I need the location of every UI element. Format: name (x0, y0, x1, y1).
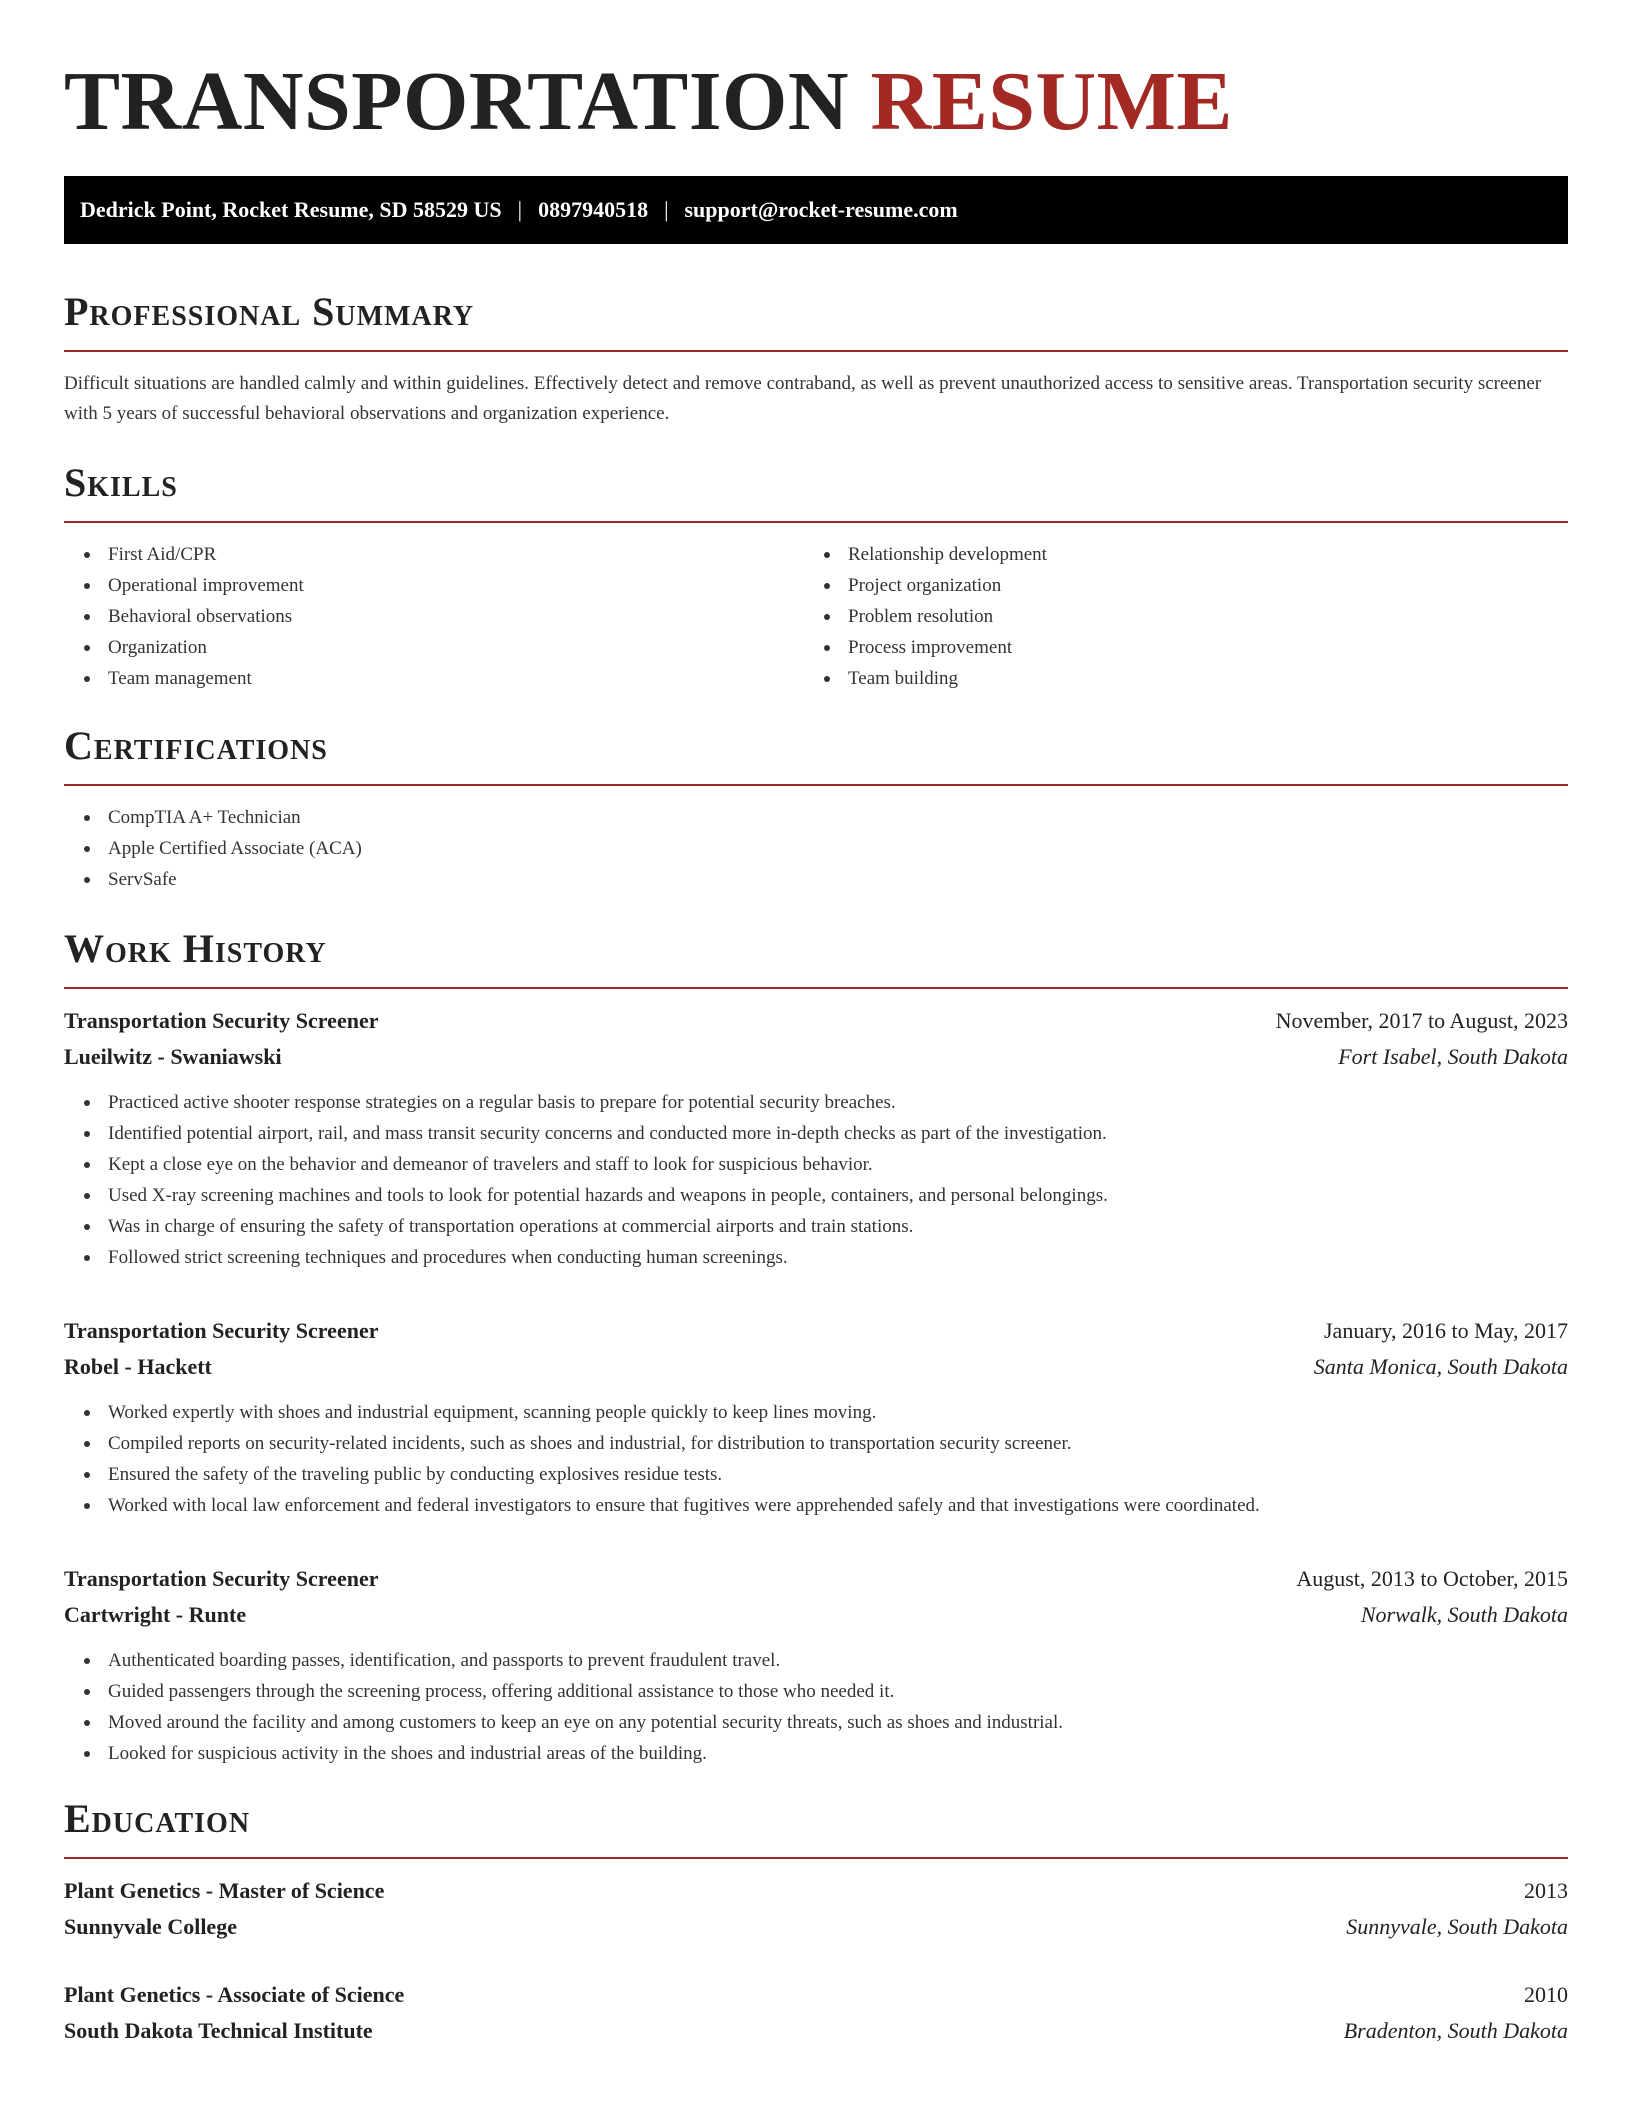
education-entry (64, 1977, 1568, 2049)
skill-item: First Aid/CPR (64, 539, 804, 570)
skill-item: Operational improvement (64, 570, 804, 601)
contact-bar (64, 176, 1568, 244)
skill-item: Problem resolution (804, 601, 1544, 632)
job-subheader (64, 1039, 1568, 1075)
job-entry (64, 1561, 1568, 1769)
certification-item: CompTIA A+ Technician (64, 802, 1568, 833)
job-location: Fort Isabel, South Dakota (1338, 1044, 1568, 1069)
job-location: Santa Monica, South Dakota (1313, 1354, 1568, 1379)
certification-item: ServSafe (64, 864, 1568, 895)
skills-heading: Skills (64, 459, 1568, 523)
education-location: Sunnyvale, South Dakota (1346, 1914, 1568, 1939)
job-duty: Worked with local law enforcement and federal investigators to ensure that fugitives were apprehended safely and that investigations were coordinated. (64, 1490, 1568, 1521)
job-entry (64, 1313, 1568, 1521)
work-history-section (64, 925, 1568, 1769)
skill-item: Process improvement (804, 632, 1544, 663)
job-duties (64, 1087, 1568, 1273)
work-history-heading: Work History (64, 925, 1568, 989)
contact-separator: | (664, 197, 669, 222)
skill-item: Relationship development (804, 539, 1544, 570)
certifications-heading: Certifications (64, 722, 1568, 786)
skill-item: Team management (64, 663, 804, 694)
contact-phone: 0897940518 (538, 197, 649, 222)
job-header (64, 1561, 1568, 1597)
job-duty: Identified potential airport, rail, and mass transit security concerns and conducted more in-depth checks as part of the investigation. (64, 1118, 1568, 1149)
job-duty: Compiled reports on security-related incidents, such as shoes and industrial, for distribution to transportation security screener. (64, 1428, 1568, 1459)
job-duty: Guided passengers through the screening process, offering additional assistance to those who needed it. (64, 1676, 1568, 1707)
job-header (64, 1313, 1568, 1349)
skill-item: Project organization (804, 570, 1544, 601)
job-duty: Looked for suspicious activity in the shoes and industrial areas of the building. (64, 1738, 1568, 1769)
job-duty: Used X-ray screening machines and tools to look for potential hazards and weapons in people, containers, and personal belongings. (64, 1180, 1568, 1211)
job-title: Transportation Security Screener (64, 1566, 379, 1591)
title-main: TRANSPORTATION (64, 55, 850, 148)
job-location: Norwalk, South Dakota (1360, 1602, 1568, 1627)
education-header (64, 1977, 1568, 2013)
job-duty: Worked expertly with shoes and industrial equipment, scanning people quickly to keep lines moving. (64, 1397, 1568, 1428)
skill-item: Organization (64, 632, 804, 663)
education-subheader (64, 1909, 1568, 1945)
contact-email: support@rocket-resume.com (684, 197, 958, 222)
job-duty: Followed strict screening techniques and procedures when conducting human screenings. (64, 1242, 1568, 1273)
job-company: Cartwright - Runte (64, 1602, 247, 1627)
job-dates: August, 2013 to October, 2015 (1296, 1566, 1568, 1591)
education-school: Sunnyvale College (64, 1914, 237, 1939)
job-dates: November, 2017 to August, 2023 (1275, 1008, 1568, 1033)
certifications-section (64, 722, 1568, 895)
job-duty: Was in charge of ensuring the safety of transportation operations at commercial airports and train stations. (64, 1211, 1568, 1242)
education-entry (64, 1873, 1568, 1945)
job-header (64, 1003, 1568, 1039)
job-duty: Kept a close eye on the behavior and demeanor of travelers and staff to look for suspicious behavior. (64, 1149, 1568, 1180)
skills-list-left (64, 539, 804, 694)
job-company: Robel - Hackett (64, 1354, 212, 1379)
contact-address: Dedrick Point, Rocket Resume, SD 58529 US (80, 197, 502, 222)
skills-grid (64, 523, 1568, 694)
education-subheader (64, 2013, 1568, 2049)
job-title: Transportation Security Screener (64, 1318, 379, 1343)
education-header (64, 1873, 1568, 1909)
job-duty: Ensured the safety of the traveling public by conducting explosives residue tests. (64, 1459, 1568, 1490)
job-duty: Practiced active shooter response strategies on a regular basis to prepare for potential security breaches. (64, 1087, 1568, 1118)
job-title: Transportation Security Screener (64, 1008, 379, 1033)
education-heading: Education (64, 1795, 1568, 1859)
job-duty: Moved around the facility and among customers to keep an eye on any potential security threats, such as shoes and industrial. (64, 1707, 1568, 1738)
education-school: South Dakota Technical Institute (64, 2018, 373, 2043)
certification-item: Apple Certified Associate (ACA) (64, 833, 1568, 864)
skills-list-right (804, 539, 1544, 694)
education-year: 2010 (1524, 1982, 1568, 2007)
job-company: Lueilwitz - Swaniawski (64, 1044, 282, 1069)
education-degree: Plant Genetics - Master of Science (64, 1878, 385, 1903)
job-subheader (64, 1597, 1568, 1633)
education-location: Bradenton, South Dakota (1343, 2018, 1568, 2043)
job-subheader (64, 1349, 1568, 1385)
skill-item: Behavioral observations (64, 601, 804, 632)
education-degree: Plant Genetics - Associate of Science (64, 1982, 405, 2007)
job-dates: January, 2016 to May, 2017 (1324, 1318, 1568, 1343)
title-accent: RESUME (870, 55, 1233, 148)
summary-text: Difficult situations are handled calmly and within guidelines. Effectively detect and remove contraband, as well as prevent unauthorized access to sensitive areas. Transportation security screener with 5 years of successful behavioral observations and organization experience. (64, 373, 1542, 424)
job-duties (64, 1645, 1568, 1769)
education-year: 2013 (1524, 1878, 1568, 1903)
job-duty: Authenticated boarding passes, identification, and passports to prevent fraudulent travel. (64, 1645, 1568, 1676)
education-section (64, 1795, 1568, 2049)
contact-separator: | (517, 197, 523, 222)
summary-heading: Professional Summary (64, 288, 1568, 352)
skill-item: Team building (804, 663, 1544, 694)
summary-section (64, 288, 1568, 429)
resume-title (64, 52, 1568, 152)
skills-section (64, 459, 1568, 694)
job-entry (64, 1003, 1568, 1273)
certifications-list (64, 802, 1568, 895)
job-duties (64, 1397, 1568, 1521)
